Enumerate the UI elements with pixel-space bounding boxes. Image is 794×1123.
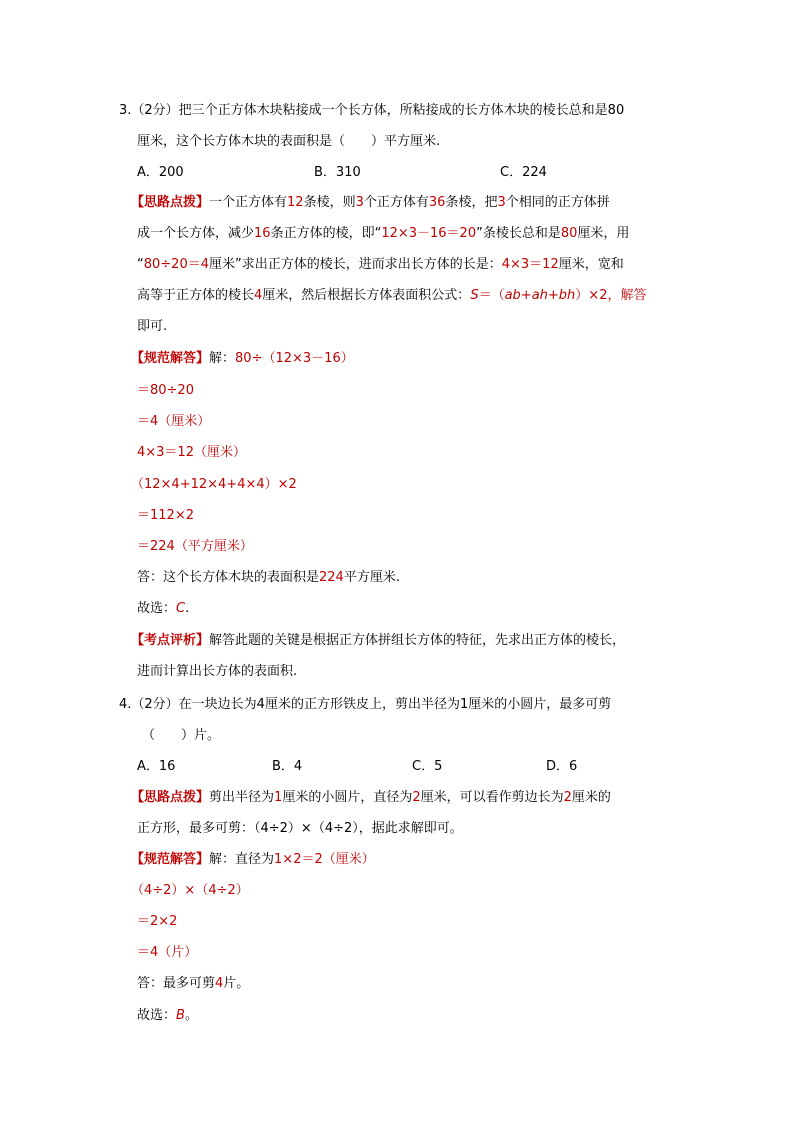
q4-answer-line: 【规范解答】解：直径为1×2＝2（厘米） xyxy=(131,852,375,867)
q4-hint-tag: 【思路点拨】 xyxy=(131,790,210,805)
q3-analysis-line1: 【考点评析】解答此题的关键是根据正方体拼组长方体的特征，先求出正方体的棱长， xyxy=(131,633,626,648)
q4-choice: 故选：B。 xyxy=(137,1008,198,1023)
q3-option-b: B．310 xyxy=(314,165,361,180)
q3-answer-tag: 【规范解答】 xyxy=(131,351,210,366)
q4-step-2: ＝2×2 xyxy=(137,914,178,929)
q3-stem-line1: 3.（2分）把三个正方体木块粘接成一个长方体，所粘接成的长方体木块的棱长总和是80 xyxy=(119,103,625,118)
q4-answer-tag: 【规范解答】 xyxy=(131,852,210,867)
q3-step-6: ＝224（平方厘米） xyxy=(137,539,253,554)
q3-step-1: ＝80÷20 xyxy=(137,383,194,398)
q3-analysis-tag: 【考点评析】 xyxy=(131,633,210,648)
q4-hint-line2: 正方形，最多可剪：（4÷2）×（4÷2），据此求解即可。 xyxy=(137,821,463,836)
q3-analysis-line2: 进而计算出长方体的表面积. xyxy=(137,664,298,679)
q3-hint-line2: 成一个长方体，减少16条正方体的棱，即“12×3－16＝20”条棱长总和是80厘米，用 xyxy=(137,226,630,241)
q4-option-d: D．6 xyxy=(546,759,578,774)
q3-step-2: ＝4（厘米） xyxy=(137,414,211,429)
q4-option-a: A．16 xyxy=(137,759,176,774)
q3-answer-line: 【规范解答】解：80÷（12×3－16） xyxy=(131,351,354,366)
q4-option-c: C．5 xyxy=(412,759,443,774)
q3-step-4: （12×4+12×4+4×4）×2 xyxy=(131,477,297,492)
q3-hint-line4: 高等于正方体的棱长4厘米，然后根据长方体表面积公式：S＝（ab+ah+bh）×2，解答 xyxy=(137,288,647,303)
q3-conclusion: 答：这个长方体木块的表面积是224平方厘米. xyxy=(137,570,400,585)
q4-step-3: ＝4（片） xyxy=(137,945,198,960)
q4-stem-line1: 4.（2分）在一块边长为4厘米的正方形铁皮上，剪出半径为1厘米的小圆片，最多可剪 xyxy=(119,697,612,712)
q3-hint-line3: “80÷20＝4厘米”求出正方体的棱长，进而求出长方体的长是：4×3＝12厘米，宽和 xyxy=(137,257,624,272)
q4-stem-line2: （ ）片。 xyxy=(142,728,221,743)
q3-step-3: 4×3＝12（厘米） xyxy=(137,445,246,460)
q3-step-5: ＝112×2 xyxy=(137,508,194,523)
q3-option-a: A．200 xyxy=(137,165,184,180)
q3-hint-tag: 【思路点拨】 xyxy=(131,195,210,210)
q4-conclusion: 答：最多可剪4片。 xyxy=(137,976,250,991)
q3-hint-line5: 即可. xyxy=(137,319,168,334)
q3-choice: 故选：C. xyxy=(137,601,190,616)
q4-step-1: （4÷2）×（4÷2） xyxy=(131,883,249,898)
q3-option-c: C．224 xyxy=(500,165,547,180)
q4-hint-line1: 【思路点拨】剪出半径为1厘米的小圆片，直径为2厘米，可以看作剪边长为2厘米的 xyxy=(131,790,611,805)
q3-hint-line1: 【思路点拨】一个正方体有12条棱，则3个正方体有36条棱，把3个相同的正方体拼 xyxy=(131,195,610,210)
q3-stem-line2: 厘米，这个长方体木块的表面积是（ ）平方厘米. xyxy=(137,134,441,149)
q4-option-b: B．4 xyxy=(272,759,303,774)
